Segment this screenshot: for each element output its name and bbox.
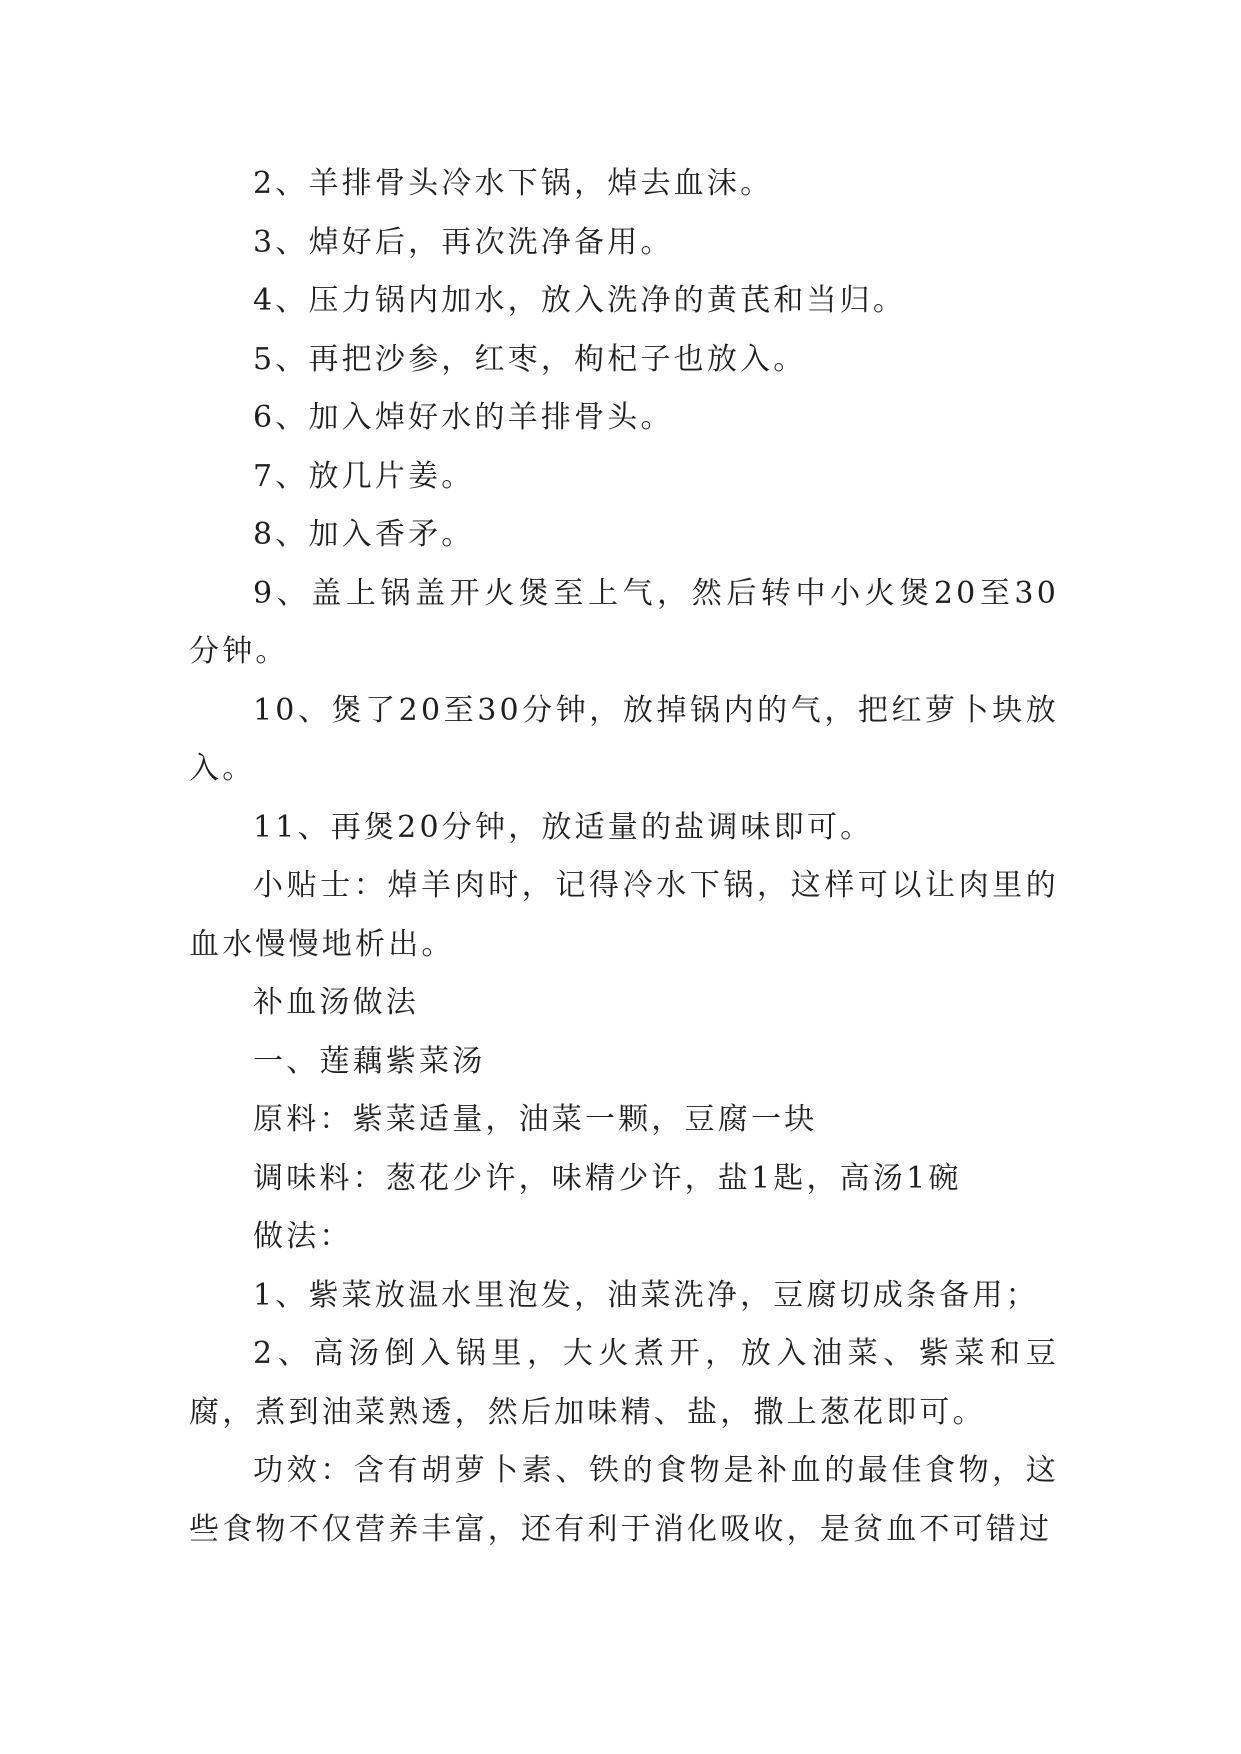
step-3-paragraph: 3、焯好后，再次洗净备用。: [253, 224, 674, 260]
ingredients-paragraph: 原料：紫菜适量，油菜一颗，豆腐一块: [253, 1102, 818, 1137]
step-8-paragraph: 8、加入香矛。: [253, 517, 475, 552]
step-9-paragraph: 9、盖上锅盖开火煲至上气，然后转中小火煲20至30分钟。: [189, 575, 1059, 669]
step-6-paragraph: 6、加入焯好水的羊排骨头。: [253, 400, 674, 435]
method-label: 做法：: [253, 1219, 353, 1254]
section-heading: 补血汤做法: [253, 985, 419, 1020]
recipe-title: 一、莲藕紫菜汤: [253, 1043, 486, 1079]
step-5-paragraph: 5、再把沙参，红枣，枸杞子也放入。: [253, 341, 807, 377]
seasoning-paragraph: 调味料：葱花少许，味精少许，盐1匙，高汤1碗: [253, 1160, 962, 1196]
efficacy-paragraph: 功效：含有胡萝卜素、铁的食物是补血的最佳食物，这些食物不仅营养丰富，还有利于消化吸收，是贫血不可错过: [189, 1453, 1059, 1547]
tip-paragraph: 小贴士：焯羊肉时，记得冷水下锅，这样可以让肉里的血水慢慢地析出。: [189, 868, 1059, 962]
step-7-paragraph: 7、放几片姜。: [253, 458, 475, 494]
step-4-paragraph: 4、压力锅内加水，放入洗净的黄芪和当归。: [253, 283, 907, 318]
method-step-1: 1、紫菜放温水里泡发，油菜洗净，豆腐切成条备用；: [253, 1277, 1039, 1313]
step-10-paragraph: 10、煲了20至30分钟，放掉锅内的气，把红萝卜块放入。: [189, 692, 1059, 786]
document-body: [189, 155, 1059, 1559]
step-11-paragraph: 11、再煲20分钟，放适量的盐调味即可。: [253, 809, 874, 845]
method-step-2: 2、高汤倒入锅里，大火煮开，放入油菜、紫菜和豆腐，煮到油菜熟透，然后加味精、盐，撒上葱花即可。: [189, 1336, 1059, 1430]
step-2-paragraph: 2、羊排骨头冷水下锅，焯去血沫。: [253, 166, 774, 201]
